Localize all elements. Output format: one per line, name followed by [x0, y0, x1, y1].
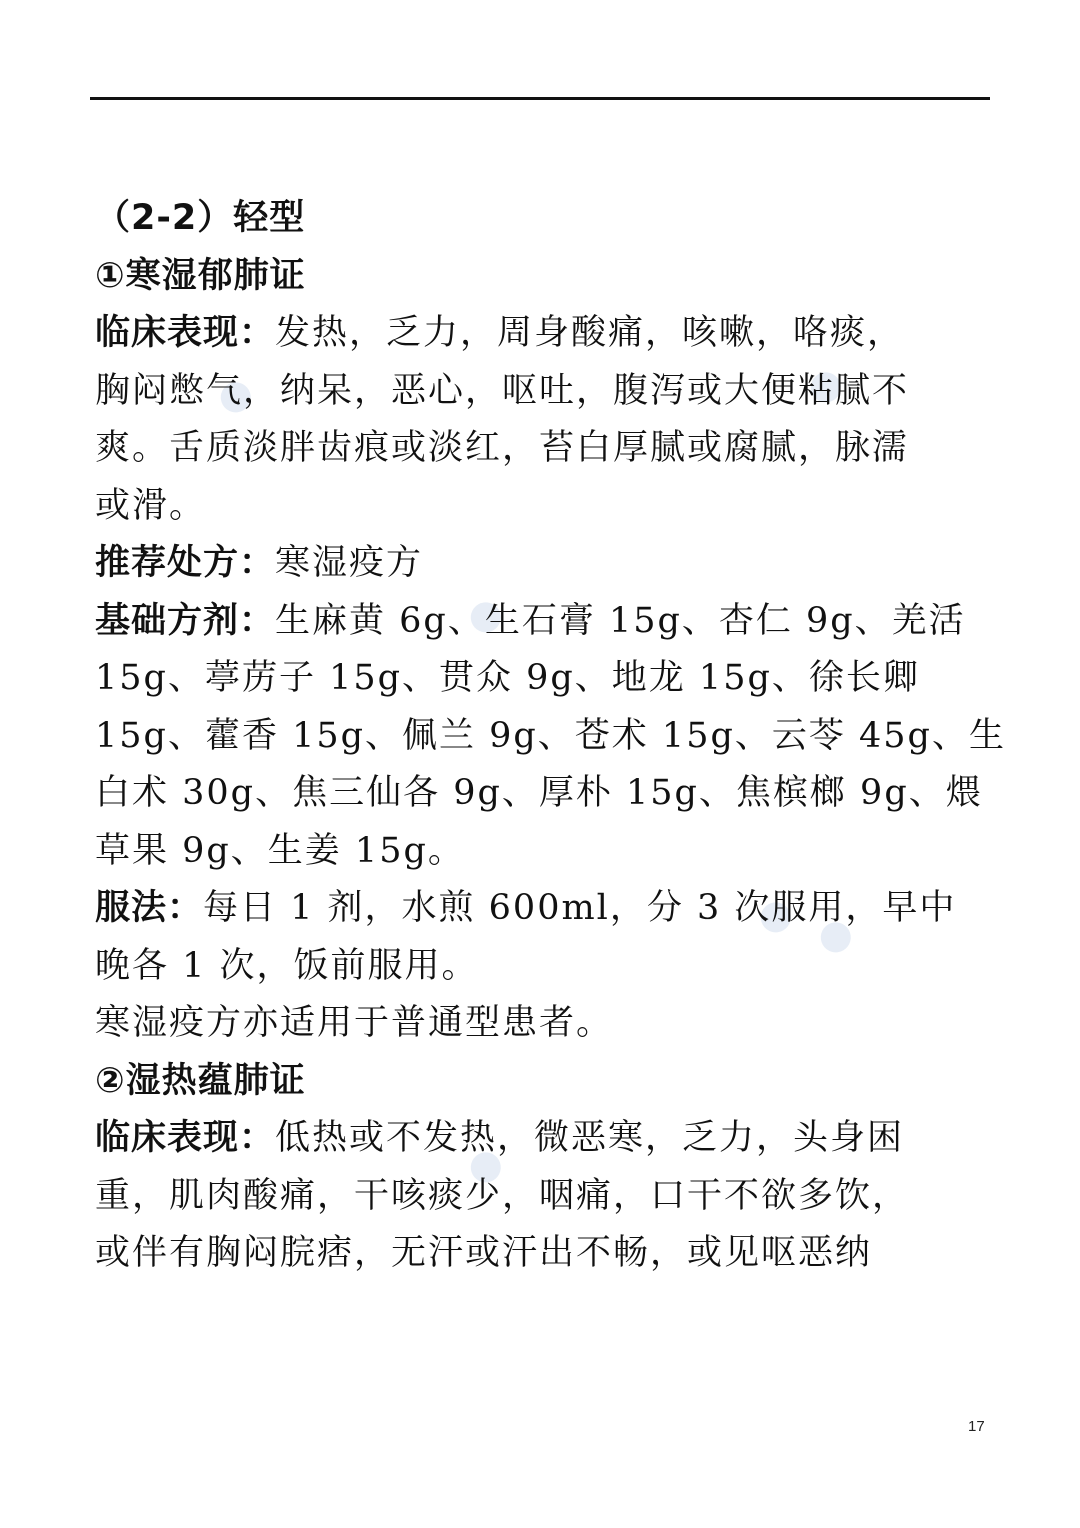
syndrome1-clinical-label: 临床表现：	[95, 313, 276, 353]
syndrome2-title: ②湿热蕴肺证	[95, 1060, 306, 1101]
syndrome2-clinical-label: 临床表现：	[95, 1118, 276, 1158]
syndrome1-formula-text: 15g、藿香 15g、佩兰 9g、苍术 15g、云苓 45g、生	[95, 715, 1006, 756]
header-rule	[90, 97, 990, 100]
syndrome1-formula-line	[95, 593, 980, 651]
section-title: （2-2）轻型	[95, 198, 306, 238]
syndrome1-clinical-line	[95, 305, 980, 363]
syndrome1-usage-text: 每日 1 剂，水煎 600ml，分 3 次服用，早中	[203, 888, 957, 928]
syndrome1-usage-label: 服法：	[95, 888, 204, 928]
document-body	[95, 190, 1006, 1283]
syndrome1-prescription-line	[95, 535, 980, 593]
syndrome2-clinical-text: 重，肌肉酸痛，干咳痰少，咽痛，口干不欲多饮，	[95, 1175, 910, 1216]
syndrome2-clinical-text: 低热或不发热，微恶寒，乏力，头身困	[275, 1118, 905, 1158]
syndrome1-prescription-label: 推荐处方：	[95, 543, 276, 583]
syndrome2-clinical-text: 或伴有胸闷脘痞，无汗或汗出不畅，或见呕恶纳	[95, 1233, 873, 1273]
syndrome1-formula-label: 基础方剂：	[95, 600, 276, 641]
syndrome1-usage-text: 晚各 1 次，饭前服用。	[95, 945, 479, 986]
syndrome1-note: 寒湿疫方亦适用于普通型患者。	[95, 1003, 614, 1043]
syndrome1-title: ①寒湿郁肺证	[95, 255, 306, 296]
syndrome1-clinical-text: 爽。舌质淡胖齿痕或淡红，苔白厚腻或腐腻，脉濡	[95, 428, 910, 468]
page-number: 17	[968, 1418, 985, 1435]
syndrome1-usage-line	[95, 880, 980, 938]
syndrome2-clinical-line	[95, 1110, 980, 1168]
syndrome1-formula-text: 生麻黄 6g、生石膏 15g、杏仁 9g、羌活	[275, 600, 966, 641]
syndrome1-clinical-text: 发热，乏力，周身酸痛，咳嗽，咯痰，	[275, 313, 905, 353]
syndrome1-formula-text: 白术 30g、焦三仙各 9g、厚朴 15g、焦槟榔 9g、煨	[95, 773, 983, 813]
syndrome1-formula-text: 草果 9g、生姜 15g。	[95, 830, 465, 871]
syndrome1-clinical-text: 胸闷憋气，纳呆，恶心，呕吐，腹泻或大便粘腻不	[95, 370, 910, 411]
syndrome1-clinical-text: 或滑。	[95, 485, 207, 526]
syndrome1-formula-text: 15g、葶苈子 15g、贯众 9g、地龙 15g、徐长卿	[95, 658, 920, 698]
syndrome1-prescription-text: 寒湿疫方	[275, 543, 424, 583]
